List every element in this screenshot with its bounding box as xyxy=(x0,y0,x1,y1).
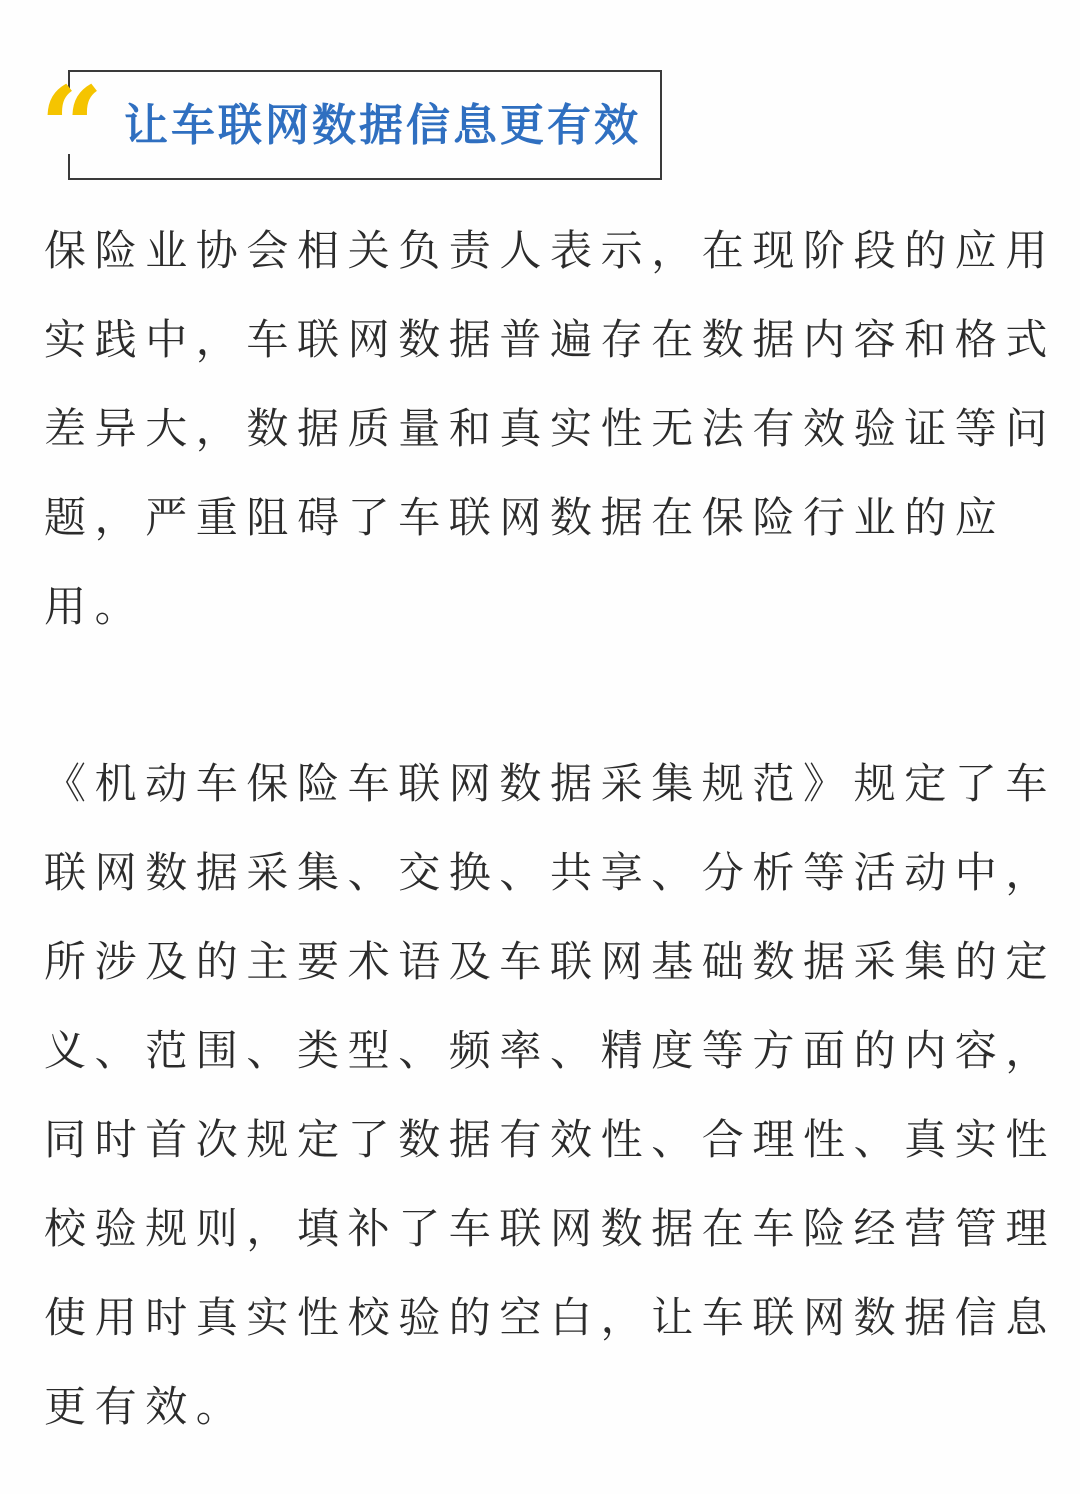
paragraph-line: 用。 xyxy=(44,582,146,631)
paragraph-line: 保险业协会相关负责人表示，在现阶段的应用 xyxy=(44,226,1057,275)
paragraph-line: 实践中，车联网数据普遍存在数据内容和格式 xyxy=(44,315,1057,364)
paragraph-line: 差异大，数据质量和真实性无法有效验证等问 xyxy=(44,404,1057,453)
paragraph-line: 所涉及的主要术语及车联网基础数据采集的定 xyxy=(44,937,1057,986)
quote-mark-icon: “ xyxy=(40,62,90,191)
paragraph-line: 联网数据采集、交换、共享、分析等活动中， xyxy=(44,848,1057,897)
section-heading: 让车联网数据信息更有效 xyxy=(124,100,641,151)
paragraph-line: 义、范围、类型、频率、精度等方面的内容， xyxy=(44,1026,1057,1075)
paragraph-line: 同时首次规定了数据有效性、合理性、真实性 xyxy=(44,1115,1057,1164)
paragraph-2 xyxy=(44,739,1057,1451)
paragraph-1 xyxy=(44,206,1057,651)
paragraph-line: 《机动车保险车联网数据采集规范》规定了车 xyxy=(44,759,1057,808)
paragraph-line: 题，严重阻碍了车联网数据在保险行业的应 xyxy=(44,493,1006,542)
paragraph-line: 使用时真实性校验的空白，让车联网数据信息 xyxy=(44,1293,1057,1342)
paragraph-line: 校验规则，填补了车联网数据在车险经营管理 xyxy=(44,1204,1057,1253)
paragraph-line: 更有效。 xyxy=(44,1382,247,1431)
